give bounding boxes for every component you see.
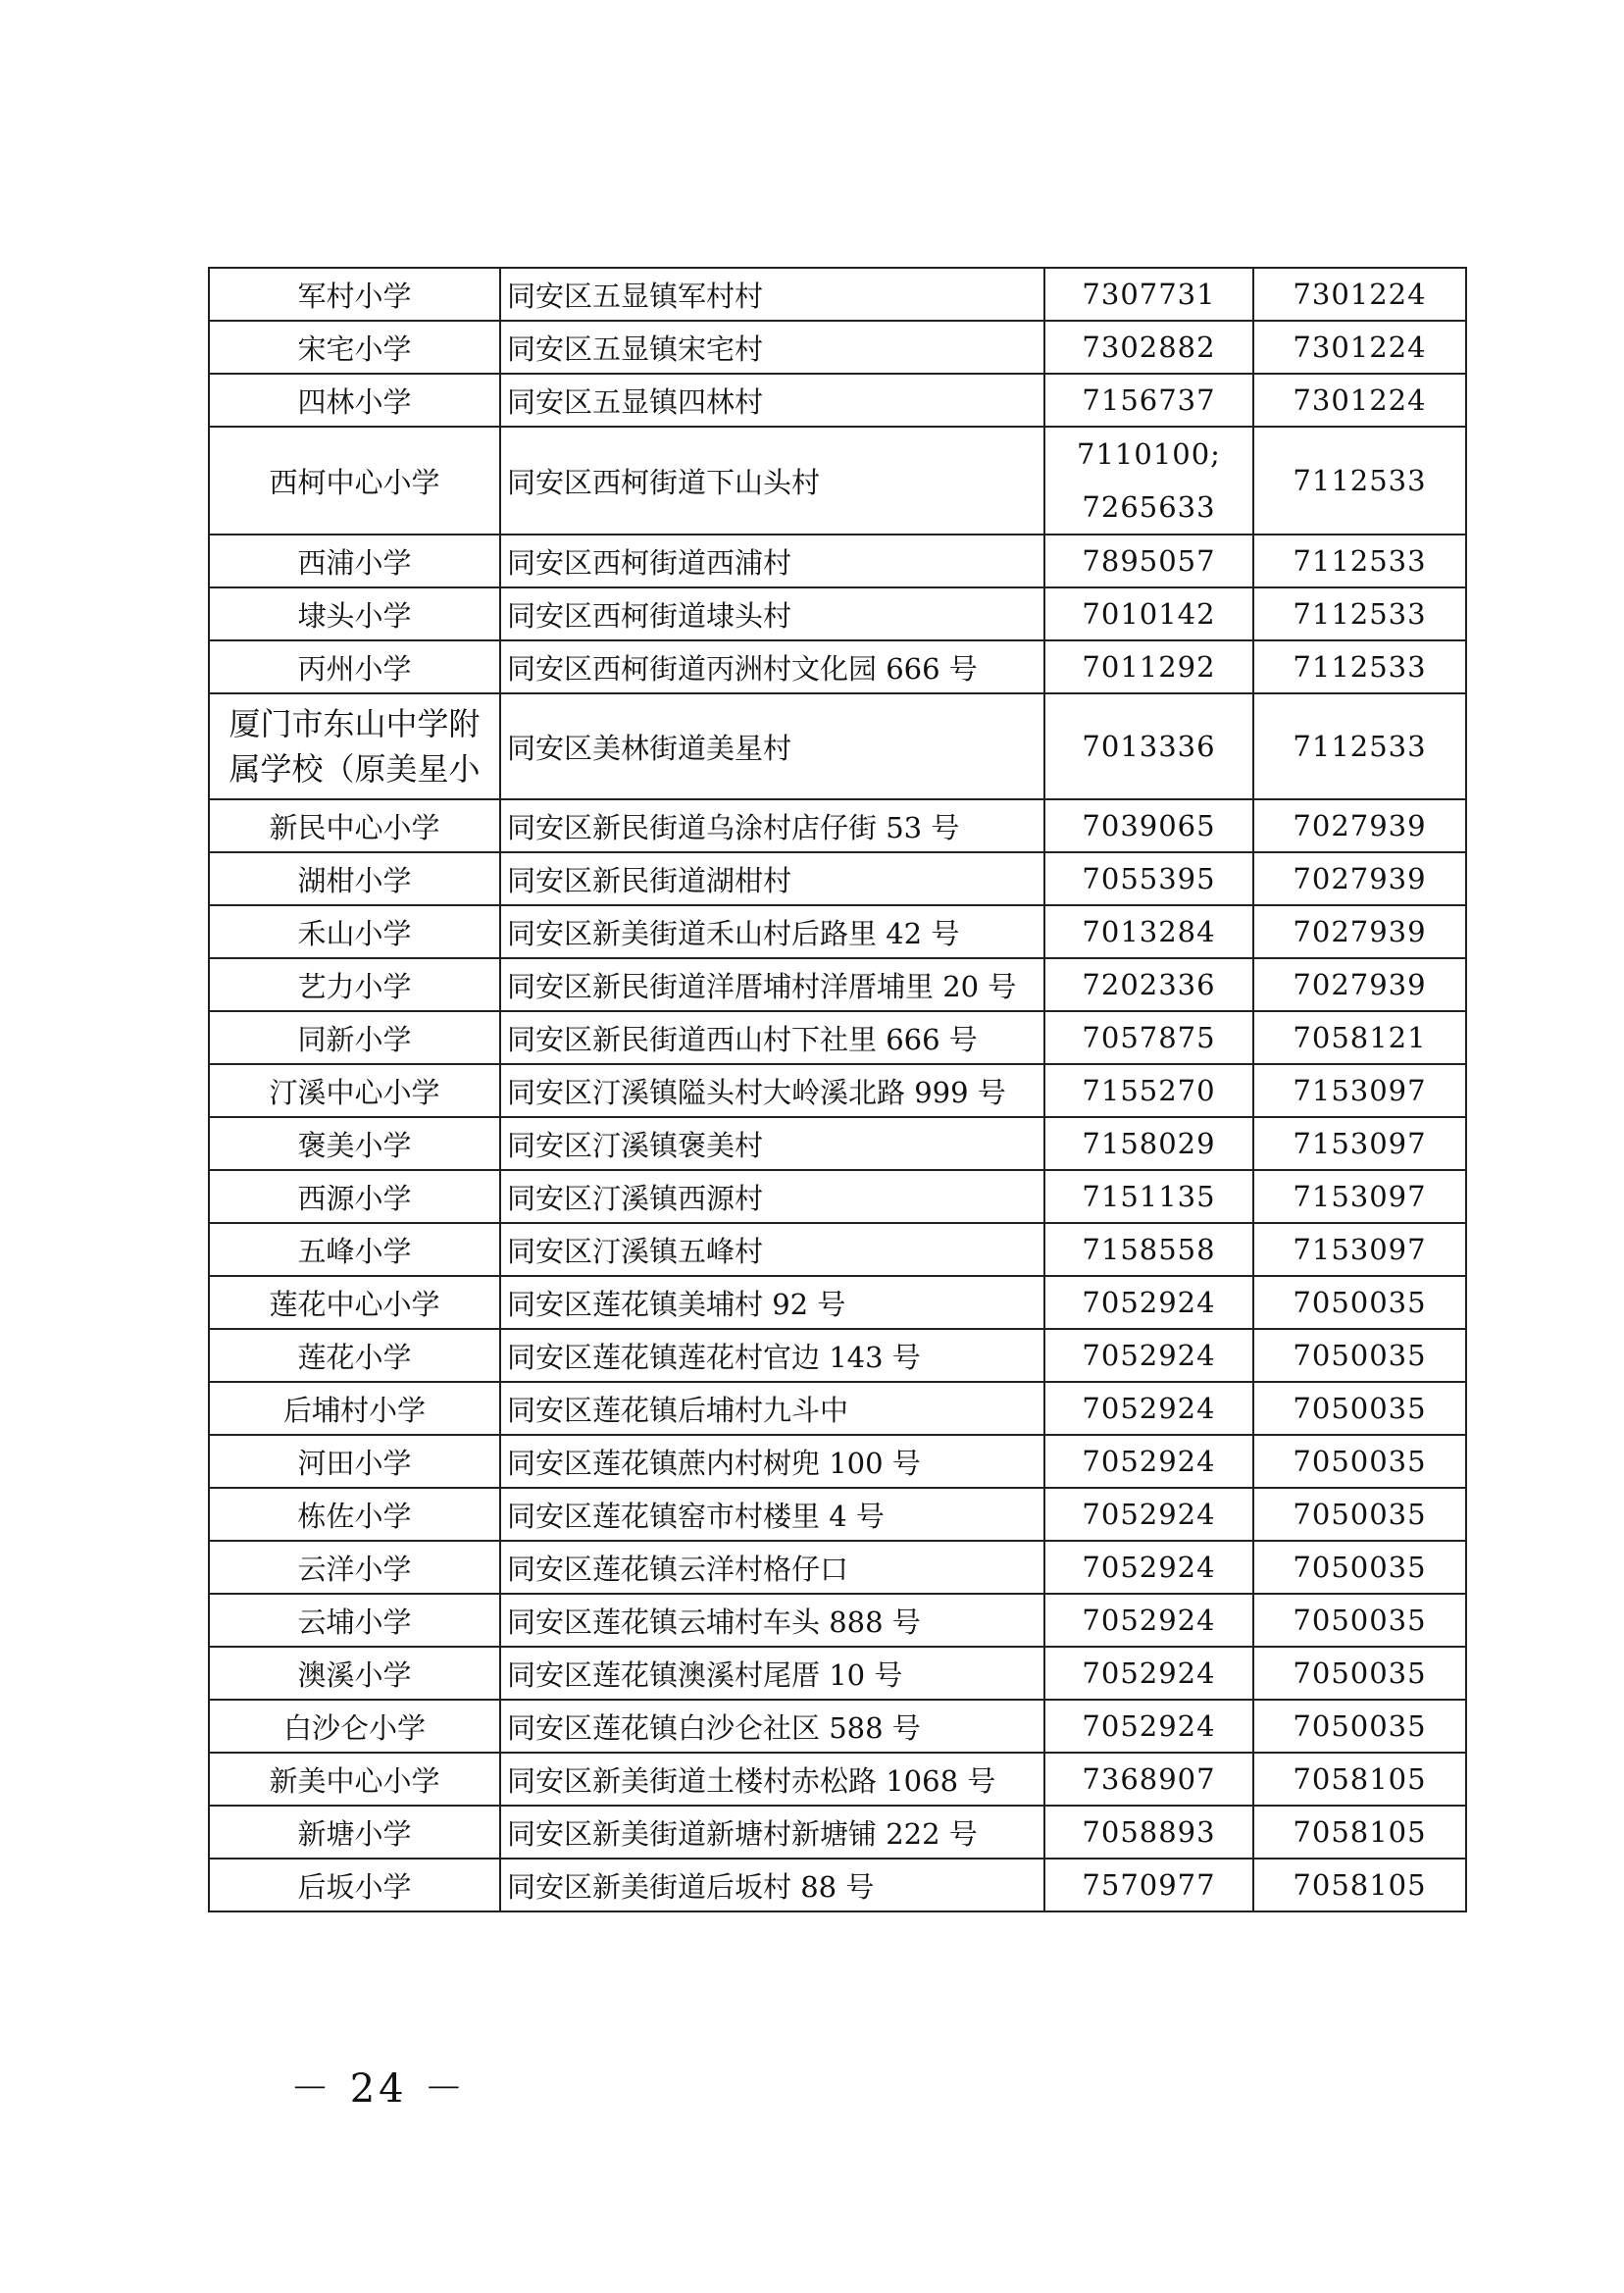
table-row [209,1382,1466,1435]
table-row [209,1011,1466,1064]
table-row [209,852,1466,905]
phone-cell: 7156737 [1044,374,1253,427]
school-name-cell: 西浦小学 [209,535,500,587]
school-name-cell: 澳溪小学 [209,1647,500,1700]
table-row [209,1700,1466,1753]
table-row [209,640,1466,693]
fax-cell: 7112533 [1253,427,1466,535]
phone-cell: 7010142 [1044,587,1253,640]
address-cell: 同安区新美街道后坂村 88 号 [500,1859,1044,1911]
school-name-cell: 艺力小学 [209,958,500,1011]
address-cell: 同安区莲花镇后埔村九斗中 [500,1382,1044,1435]
school-name-cell: 新民中心小学 [209,799,500,852]
table-row [209,1435,1466,1488]
fax-cell: 7153097 [1253,1064,1466,1117]
table-row [209,1594,1466,1647]
address-cell: 同安区莲花镇蔗内村树兜 100 号 [500,1435,1044,1488]
phone-cell: 7155270 [1044,1064,1253,1117]
table-row [209,1488,1466,1541]
table-row [209,1223,1466,1276]
table-row [209,1806,1466,1859]
table-row [209,1064,1466,1117]
address-cell: 同安区莲花镇白沙仑社区 588 号 [500,1700,1044,1753]
school-name-cell: 四林小学 [209,374,500,427]
fax-cell: 7050035 [1253,1488,1466,1541]
table-row [209,799,1466,852]
fax-cell: 7153097 [1253,1117,1466,1170]
school-name-cell: 汀溪中心小学 [209,1064,500,1117]
phone-cell: 7368907 [1044,1753,1253,1806]
school-name-cell: 湖柑小学 [209,852,500,905]
school-name-cell: 云洋小学 [209,1541,500,1594]
address-cell: 同安区西柯街道西浦村 [500,535,1044,587]
fax-cell: 7050035 [1253,1647,1466,1700]
fax-cell: 7050035 [1253,1594,1466,1647]
phone-cell: 7052924 [1044,1647,1253,1700]
fax-cell: 7027939 [1253,799,1466,852]
table-row [209,427,1466,535]
phone-line-2: 7265633 [1082,490,1216,524]
school-name-cell: 河田小学 [209,1435,500,1488]
table-body [209,268,1466,1911]
address-cell: 同安区新民街道乌涂村店仔街 53 号 [500,799,1044,852]
phone-cell: 7307731 [1044,268,1253,321]
table-row [209,1647,1466,1700]
address-cell: 同安区西柯街道下山头村 [500,427,1044,535]
phone-cell: 7202336 [1044,958,1253,1011]
fax-cell: 7058105 [1253,1806,1466,1859]
table-row [209,535,1466,587]
address-cell: 同安区新民街道洋厝埔村洋厝埔里 20 号 [500,958,1044,1011]
fax-cell: 7058105 [1253,1859,1466,1911]
phone-cell: 7158558 [1044,1223,1253,1276]
table-row [209,905,1466,958]
phone-cell: 7052924 [1044,1541,1253,1594]
phone-cell: 7052924 [1044,1329,1253,1382]
address-cell: 同安区五显镇宋宅村 [500,321,1044,374]
fax-cell: 7153097 [1253,1170,1466,1223]
address-cell: 同安区莲花镇云埔村车头 888 号 [500,1594,1044,1647]
address-cell: 同安区莲花镇窑市村楼里 4 号 [500,1488,1044,1541]
fax-cell: 7027939 [1253,958,1466,1011]
address-cell: 同安区汀溪镇五峰村 [500,1223,1044,1276]
table-row [209,958,1466,1011]
school-name-cell: 后埔村小学 [209,1382,500,1435]
table-row [209,1117,1466,1170]
school-name-cell: 白沙仑小学 [209,1700,500,1753]
address-cell: 同安区美林街道美星村 [500,693,1044,799]
phone-line-1: 7110100; [1077,437,1221,471]
address-cell: 同安区新美街道禾山村后路里 42 号 [500,905,1044,958]
phone-cell: 7895057 [1044,535,1253,587]
fax-cell: 7050035 [1253,1700,1466,1753]
phone-cell: 7011292 [1044,640,1253,693]
page-number: － 24 － [290,2066,468,2112]
address-cell: 同安区新美街道土楼村赤松路 1068 号 [500,1753,1044,1806]
school-name-cell: 埭头小学 [209,587,500,640]
address-cell: 同安区汀溪镇西源村 [500,1170,1044,1223]
fax-cell: 7301224 [1253,268,1466,321]
school-name-cell: 新美中心小学 [209,1753,500,1806]
phone-cell: 7052924 [1044,1488,1253,1541]
fax-cell: 7050035 [1253,1435,1466,1488]
school-name-cell: 西源小学 [209,1170,500,1223]
address-cell: 同安区莲花镇美埔村 92 号 [500,1276,1044,1329]
school-name-cell: 禾山小学 [209,905,500,958]
table-row [209,1170,1466,1223]
address-cell: 同安区新民街道西山村下社里 666 号 [500,1011,1044,1064]
phone-cell: 7158029 [1044,1117,1253,1170]
table-row [209,587,1466,640]
school-name-cell: 莲花小学 [209,1329,500,1382]
table-row [209,693,1466,799]
table-row [209,321,1466,374]
fax-cell: 7112533 [1253,587,1466,640]
fax-cell: 7058105 [1253,1753,1466,1806]
fax-cell: 7050035 [1253,1382,1466,1435]
phone-cell: 7057875 [1044,1011,1253,1064]
address-cell: 同安区西柯街道埭头村 [500,587,1044,640]
school-name-cell: 栋佐小学 [209,1488,500,1541]
table-row [209,1859,1466,1911]
phone-cell: 7052924 [1044,1700,1253,1753]
fax-cell: 7050035 [1253,1276,1466,1329]
table-row [209,1753,1466,1806]
phone-cell: 7058893 [1044,1806,1253,1859]
school-name-cell: 莲花中心小学 [209,1276,500,1329]
school-name-cell: 厦门市东山中学附属学校（原美星小 [209,693,500,799]
address-cell: 同安区汀溪镇褒美村 [500,1117,1044,1170]
fax-cell: 7027939 [1253,852,1466,905]
phone-cell: 7013284 [1044,905,1253,958]
address-cell: 同安区莲花镇澳溪村尾厝 10 号 [500,1647,1044,1700]
school-name-cell: 同新小学 [209,1011,500,1064]
address-cell: 同安区汀溪镇隘头村大岭溪北路 999 号 [500,1064,1044,1117]
school-name-cell: 云埔小学 [209,1594,500,1647]
fax-cell: 7301224 [1253,321,1466,374]
phone-cell: 7302882 [1044,321,1253,374]
phone-cell: 7052924 [1044,1382,1253,1435]
school-name-cell: 丙州小学 [209,640,500,693]
school-name-cell: 西柯中心小学 [209,427,500,535]
table-row [209,1541,1466,1594]
school-name-cell: 后坂小学 [209,1859,500,1911]
address-cell: 同安区新民街道湖柑村 [500,852,1044,905]
address-cell: 同安区莲花镇莲花村官边 143 号 [500,1329,1044,1382]
phone-cell: 7570977 [1044,1859,1253,1911]
fax-cell: 7301224 [1253,374,1466,427]
fax-cell: 7112533 [1253,640,1466,693]
table-row [209,1329,1466,1382]
school-name-cell: 新塘小学 [209,1806,500,1859]
address-cell: 同安区五显镇军村村 [500,268,1044,321]
fax-cell: 7153097 [1253,1223,1466,1276]
school-name-cell: 宋宅小学 [209,321,500,374]
address-cell: 同安区莲花镇云洋村格仔口 [500,1541,1044,1594]
phone-cell: 7052924 [1044,1435,1253,1488]
school-name-cell: 褒美小学 [209,1117,500,1170]
table-row [209,268,1466,321]
fax-cell: 7112533 [1253,535,1466,587]
fax-cell: 7112533 [1253,693,1466,799]
phone-cell [1044,427,1253,535]
address-cell: 同安区五显镇四林村 [500,374,1044,427]
address-cell: 同安区西柯街道丙洲村文化园 666 号 [500,640,1044,693]
phone-cell: 7055395 [1044,852,1253,905]
phone-cell: 7052924 [1044,1594,1253,1647]
school-contact-table [208,267,1467,1912]
school-name-cell: 军村小学 [209,268,500,321]
phone-cell: 7039065 [1044,799,1253,852]
phone-cell: 7013336 [1044,693,1253,799]
fax-cell: 7050035 [1253,1329,1466,1382]
fax-cell: 7027939 [1253,905,1466,958]
phone-cell: 7151135 [1044,1170,1253,1223]
address-cell: 同安区新美街道新塘村新塘铺 222 号 [500,1806,1044,1859]
fax-cell: 7050035 [1253,1541,1466,1594]
phone-cell: 7052924 [1044,1276,1253,1329]
fax-cell: 7058121 [1253,1011,1466,1064]
school-name-cell: 五峰小学 [209,1223,500,1276]
table-row [209,374,1466,427]
table-row [209,1276,1466,1329]
